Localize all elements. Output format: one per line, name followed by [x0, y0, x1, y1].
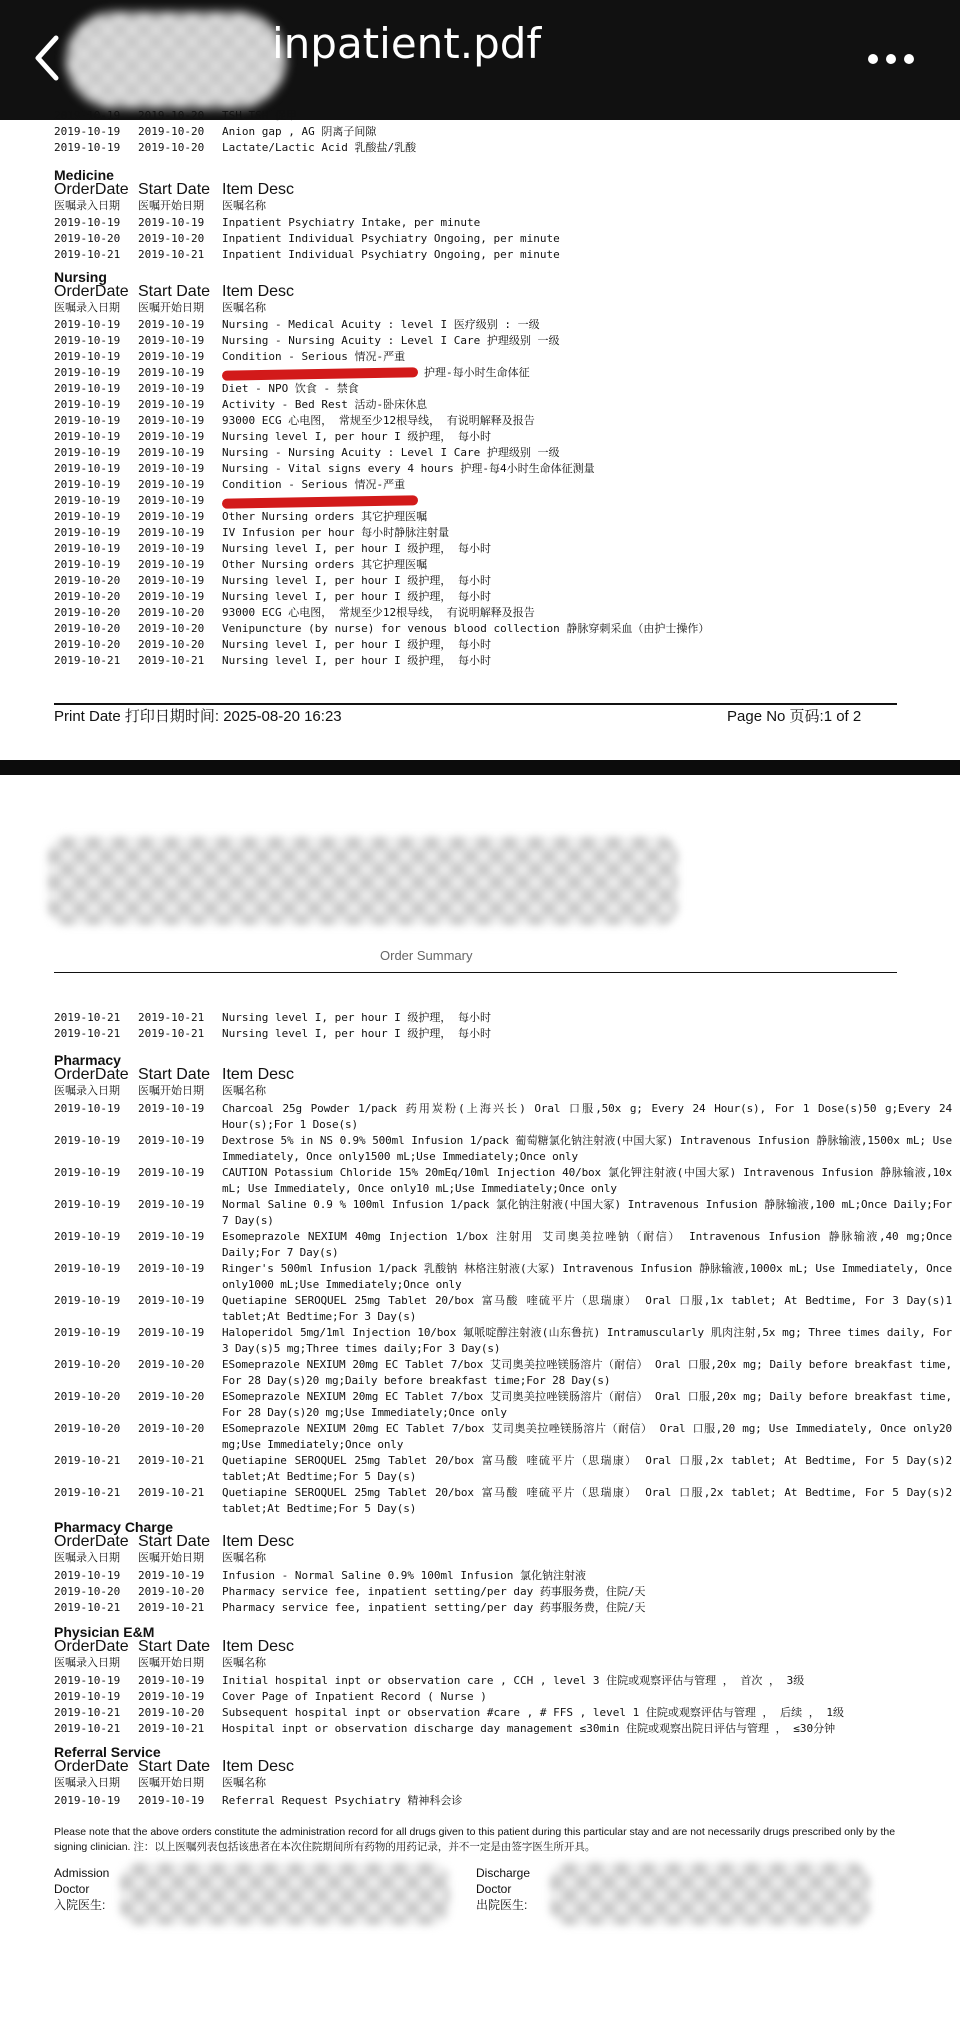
table-row — [54, 525, 906, 541]
header-start-date: Start Date — [138, 1533, 211, 1550]
start-date-cell: 2019-10-19 — [138, 1690, 205, 1703]
start-date-cell: 2019-10-19 — [138, 590, 205, 603]
column-headers — [54, 182, 906, 198]
start-date-cell: 2019-10-21 — [138, 1486, 205, 1499]
start-date-cell: 2019-10-21 — [138, 1011, 205, 1024]
table-row — [54, 445, 906, 461]
item-desc-cell: Esomeprazole NEXIUM 40mg Injection 1/box 注射用 艾司奥美拉唑钠（耐信） Intravenous Infusion 静脉输液,40 mg;Once Daily;For 7 Day(s) — [222, 1230, 952, 1259]
order-date-cell: 2019-10-20 — [54, 1358, 121, 1371]
start-date-cell: 2019-10-20 — [138, 1358, 205, 1371]
label-line: 入院医生: — [54, 1898, 106, 1912]
start-date-cell: 2019-10-19 — [138, 510, 205, 523]
order-date-cell: 2019-10-19 — [54, 1262, 121, 1275]
table-row — [54, 621, 906, 637]
order-date-cell: 2019-10-21 — [54, 1486, 121, 1499]
header-order-date: OrderDate — [54, 1066, 129, 1083]
item-desc-cell: Nursing level I, per hour I 级护理， 每小时 — [222, 1011, 492, 1024]
order-date-cell: 2019-10-19 — [54, 542, 121, 555]
order-date-cell: 2019-10-19 — [54, 526, 121, 539]
header-start-date-cn: 医嘱开始日期 — [138, 1084, 204, 1097]
table-row — [54, 1568, 906, 1584]
item-desc-cell: Haloperidol 5mg/1ml Injection 10/box 氟哌啶醇注射液(山东鲁抗) Intramuscularly 肌肉注射,5x mg; Three times daily, For 3 Day(s)5 mg;Three times daily;For 3 Day(s) — [222, 1326, 952, 1355]
header-start-date: Start Date — [138, 1638, 211, 1655]
start-date-cell: 2019-10-19 — [138, 462, 205, 475]
table-row — [54, 413, 906, 429]
order-date-cell: 2019-10-21 — [54, 1722, 121, 1735]
start-date-cell: 2019-10-19 — [138, 382, 205, 395]
table-row — [54, 1325, 952, 1357]
table-row — [54, 477, 906, 493]
item-desc-cell: Nursing - Vital signs every 4 hours 护理-每4小时生命体征测量 — [222, 462, 595, 475]
section-title: Medicine — [54, 167, 114, 183]
administration-note: Please note that the above orders constitute the administration record for all drugs given to this patient during this particular stay and are not necessarily drugs prescribed only by the signing clinician. 注：以上医嘱列表包括该患者在本次住院期间所有药物的用药记录，并不一定是由签字医生所开具。 — [54, 1826, 896, 1853]
item-desc-cell: Condition - Serious 情况-严重 — [222, 478, 406, 491]
start-date-cell: 2019-10-19 — [138, 494, 205, 507]
item-desc-cell: Other Nursing orders 其它护理医嘱 — [222, 558, 428, 571]
start-date-cell: 2019-10-19 — [138, 1198, 205, 1211]
item-desc-cell: ESomeprazole NEXIUM 20mg EC Tablet 7/box 艾司奥美拉唑镁肠溶片（耐信） Oral 口服,20 mg; Use Immediately, Once only20 mg;Use Immediately;Once only — [222, 1422, 952, 1451]
table-row — [54, 333, 906, 349]
order-date-cell: 2019-10-20 — [54, 1390, 121, 1403]
table-row — [54, 1389, 952, 1421]
order-date-cell: 2019-10-20 — [54, 1422, 121, 1435]
item-desc-cell: Nursing - Nursing Acuity : Level I Care 护理级别 一级 — [222, 334, 560, 347]
table-row — [54, 1197, 952, 1229]
redacted-discharge-doctor — [550, 1863, 870, 1925]
discharge-doctor-label — [476, 1865, 530, 1913]
order-date-cell: 2019-10-19 — [54, 1134, 121, 1147]
item-desc-cell: 93000 ECG 心电图， 常规至少12根导线， 有说明解释及报告 — [222, 414, 535, 427]
start-date-cell: 2019-10-19 — [138, 414, 205, 427]
table-row — [54, 1600, 906, 1616]
header-start-date: Start Date — [138, 181, 211, 198]
item-desc-cell: Lactate/Lactic Acid 乳酸盐/乳酸 — [222, 141, 417, 154]
start-date-cell: 2019-10-19 — [138, 558, 205, 571]
header-item-desc-cn: 医嘱名称 — [222, 1084, 266, 1097]
order-date-cell: 2019-10-19 — [54, 125, 121, 138]
order-date-cell: 2019-10-19 — [54, 1166, 121, 1179]
more-options-button[interactable] — [866, 45, 916, 75]
header-order-date-cn: 医嘱录入日期 — [54, 1084, 120, 1097]
item-desc-cell: Charcoal 25g Powder 1/pack 药用炭粉(上海兴长) Oral 口服,50x g; Every 24 Hour(s), For 1 Dose(s)50 g;Every 24 Hour(s);For 1 Dose(s) — [222, 1102, 952, 1131]
start-date-cell: 2019-10-20 — [138, 1706, 205, 1719]
item-desc-cell: Nursing level I, per hour I 级护理， 每小时 — [222, 430, 492, 443]
item-desc-cell: Referral Request Psychiatry 精神科会诊 — [222, 1794, 463, 1807]
order-date-cell: 2019-10-19 — [54, 1230, 121, 1243]
table-row — [54, 1721, 906, 1737]
item-desc-cell: Initial hospital inpt or observation care , CCH , level 3 住院或观察评估与管理 ， 首次 ， 3级 — [222, 1674, 805, 1687]
order-date-cell: 2019-10-19 — [54, 382, 121, 395]
header-start-date: Start Date — [138, 283, 211, 300]
item-desc-cell: Infusion - Normal Saline 0.9% 100ml Infusion 氯化钠注射液 — [222, 1569, 587, 1582]
start-date-cell: 2019-10-19 — [138, 430, 205, 443]
section-nursing — [54, 270, 906, 669]
item-desc-cell: Pharmacy service fee, inpatient setting/per day 药事服务费，住院/天 — [222, 1585, 646, 1598]
item-desc-cell: 93000 ECG 心电图， 常规至少12根导线， 有说明解释及报告 — [222, 606, 535, 619]
pdf-page-1 — [0, 109, 960, 760]
start-date-cell: 2019-10-19 — [138, 318, 205, 331]
table-row — [54, 247, 906, 263]
label-line: Doctor — [476, 1882, 512, 1896]
pharmacy-charge-rows — [54, 1568, 906, 1616]
order-date-cell: 2019-10-21 — [54, 1601, 121, 1614]
table-row — [54, 605, 906, 621]
header-order-date-cn: 医嘱录入日期 — [54, 1551, 120, 1564]
order-date-cell: 2019-10-20 — [54, 232, 121, 245]
order-date-cell: 2019-10-21 — [54, 1027, 121, 1040]
start-date-cell: 2019-10-19 — [138, 1674, 205, 1687]
item-desc-cell: Hospital inpt or observation discharge day management ≤30min 住院或观察出院日评估与管理 ， ≤30分钟 — [222, 1722, 836, 1735]
item-desc-cell: Nursing level I, per hour I 级护理， 每小时 — [222, 590, 492, 603]
start-date-cell: 2019-10-20 — [138, 638, 205, 651]
column-headers-cn — [54, 1083, 906, 1098]
order-date-cell: 2019-10-19 — [54, 334, 121, 347]
start-date-cell: 2019-10-20 — [138, 141, 205, 154]
start-date-cell: 2019-10-21 — [138, 1601, 205, 1614]
start-date-cell: 2019-10-20 — [138, 1585, 205, 1598]
start-date-cell: 2019-10-20 — [138, 125, 205, 138]
table-row — [54, 1453, 952, 1485]
header-order-date-cn: 医嘱录入日期 — [54, 199, 120, 212]
item-desc-cell: IV Infusion per hour 每小时静脉注射量 — [222, 526, 450, 539]
redacted-filename-prefix — [66, 12, 286, 108]
item-desc-cell: CAUTION Potassium Chloride 15% 20mEq/10ml Injection 40/box 氯化钾注射液(中国大冢) Intravenous Infusion 静脉输液,10x mL; Use Immediately, Once only10 mL;Use Immediately;Once only — [222, 1166, 952, 1195]
item-desc-cell: ESomeprazole NEXIUM 20mg EC Tablet 7/box 艾司奥美拉唑镁肠溶片（耐信） Oral 口服,20x mg; Daily before breakfast time, For 28 Day(s)20 mg;Use Immediately;Once only — [222, 1390, 952, 1419]
start-date-cell: 2019-10-19 — [138, 526, 205, 539]
start-date-cell: 2019-10-21 — [138, 654, 205, 667]
section-title: Referral Service — [54, 1744, 161, 1760]
order-date-cell: 2019-10-19 — [54, 1198, 121, 1211]
item-desc-cell: Dextrose 5% in NS 0.9% 500ml Infusion 1/pack 葡萄糖氯化钠注射液(中国大冢) Intravenous Infusion 静脉输液,1500x mL; Use Immediately, Once only1500 mL;Use Immediately;Once only — [222, 1134, 952, 1163]
redacted-admission-doctor — [120, 1863, 450, 1925]
order-date-cell: 2019-10-19 — [54, 1569, 121, 1582]
item-desc-cell: Cover Page of Inpatient Record ( Nurse ) — [222, 1690, 487, 1703]
table-row — [54, 349, 906, 365]
column-headers — [54, 1759, 906, 1775]
item-desc-cell: Diet - NPO 饮食 - 禁食 — [222, 382, 359, 395]
order-date-cell: 2019-10-19 — [54, 462, 121, 475]
item-desc-cell: Quetiapine SEROQUEL 25mg Tablet 20/box 富马酸 喹硫平片（思瑞康） Oral 口服,1x tablet; At Bedtime, For 3 Day(s)1 tablet;At Bedtime;For 3 Day(s) — [222, 1294, 952, 1323]
summary-header-fragment: Order Summary — [380, 948, 473, 963]
physician-rows — [54, 1673, 906, 1737]
header-start-date: Start Date — [138, 1758, 211, 1775]
item-desc-cell: Nursing - Nursing Acuity : Level I Care 护理级别 一级 — [222, 446, 560, 459]
label-line: Admission — [54, 1866, 110, 1880]
header-item-desc: Item Desc — [222, 283, 295, 300]
section-title: Pharmacy Charge — [54, 1519, 174, 1535]
more-horizontal-icon — [904, 54, 914, 64]
start-date-cell: 2019-10-19 — [138, 350, 205, 363]
start-date-cell: 2019-10-19 — [138, 1102, 205, 1115]
header-rule — [54, 972, 897, 973]
header-start-date-cn: 医嘱开始日期 — [138, 1656, 204, 1669]
table-row — [54, 1357, 952, 1389]
order-date-cell: 2019-10-19 — [54, 494, 121, 507]
table-row — [54, 397, 906, 413]
header-item-desc: Item Desc — [222, 1758, 295, 1775]
table-row — [54, 124, 906, 140]
table-row — [54, 1261, 952, 1293]
header-item-desc-cn: 医嘱名称 — [222, 301, 266, 314]
column-headers-cn — [54, 198, 906, 213]
header-order-date-cn: 医嘱录入日期 — [54, 301, 120, 314]
table-row — [54, 1229, 952, 1261]
start-date-cell: 2019-10-19 — [138, 1134, 205, 1147]
section-title: Pharmacy — [54, 1052, 121, 1068]
header-order-date: OrderDate — [54, 283, 129, 300]
start-date-cell: 2019-10-21 — [138, 1027, 205, 1040]
item-desc-cell: Nursing level I, per hour I 级护理， 每小时 — [222, 654, 492, 667]
pharmacy-rows — [54, 1101, 952, 1517]
order-date-cell: 2019-10-19 — [54, 350, 121, 363]
header-start-date-cn: 医嘱开始日期 — [138, 199, 204, 212]
header-start-date: Start Date — [138, 1066, 211, 1083]
header-start-date-cn: 医嘱开始日期 — [138, 1776, 204, 1789]
header-order-date: OrderDate — [54, 1638, 129, 1655]
order-date-cell: 2019-10-21 — [54, 1706, 121, 1719]
start-date-cell: 2019-10-19 — [138, 1262, 205, 1275]
pdf-page-2 — [0, 775, 960, 2031]
table-row — [54, 1705, 906, 1721]
item-desc-cell: Inpatient Individual Psychiatry Ongoing, per minute — [222, 248, 560, 261]
table-row — [54, 1010, 906, 1026]
section-title: Nursing — [54, 269, 107, 285]
header-item-desc: Item Desc — [222, 1638, 295, 1655]
lab-rows — [54, 124, 906, 156]
item-desc-cell: Nursing level I, per hour I 级护理， 每小时 — [222, 542, 492, 555]
order-date-cell: 2019-10-20 — [54, 590, 121, 603]
start-date-cell: 2019-10-21 — [138, 1722, 205, 1735]
header-order-date: OrderDate — [54, 181, 129, 198]
table-row — [54, 1485, 952, 1517]
order-date-cell: 2019-10-19 — [54, 216, 121, 229]
item-desc-cell: Inpatient Individual Psychiatry Ongoing, per minute — [222, 232, 560, 245]
order-date-cell: 2019-10-20 — [54, 1585, 121, 1598]
item-desc-cell: Venipuncture (by nurse) for venous blood collection 静脉穿刺采血（由护士操作） — [222, 622, 710, 635]
header-item-desc-cn: 医嘱名称 — [222, 1551, 266, 1564]
start-date-cell: 2019-10-20 — [138, 232, 205, 245]
header-order-date: OrderDate — [54, 1533, 129, 1550]
item-desc-cell: Quetiapine SEROQUEL 25mg Tablet 20/box 富马酸 喹硫平片（思瑞康） Oral 口服,2x tablet; At Bedtime, For 5 Day(s)2 tablet;At Bedtime;For 5 Day(s) — [222, 1454, 952, 1483]
start-date-cell: 2019-10-21 — [138, 248, 205, 261]
table-row — [54, 1584, 906, 1600]
more-horizontal-icon — [886, 54, 896, 64]
item-desc-cell: Anion gap , AG 阴离子间隙 — [222, 125, 377, 138]
start-date-cell: 2019-10-19 — [138, 574, 205, 587]
order-date-cell: 2019-10-19 — [54, 414, 121, 427]
order-date-cell: 2019-10-19 — [54, 398, 121, 411]
more-horizontal-icon — [868, 54, 878, 64]
section-title: Physician E&M — [54, 1624, 155, 1640]
admission-doctor-label — [54, 1865, 109, 1913]
item-desc-cell: Other Nursing orders 其它护理医嘱 — [222, 510, 428, 523]
item-desc-cell: Nursing - Medical Acuity : level I 医疗级别 : 一级 — [222, 318, 540, 331]
section-medicine — [54, 168, 906, 263]
order-date-cell: 2019-10-19 — [54, 478, 121, 491]
item-desc-cell: Nursing level I, per hour I 级护理， 每小时 — [222, 638, 492, 651]
start-date-cell: 2019-10-19 — [138, 542, 205, 555]
item-desc-cell: Quetiapine SEROQUEL 25mg Tablet 20/box 富马酸 喹硫平片（思瑞康） Oral 口服,2x tablet; At Bedtime, For 5 Day(s)2 tablet;At Bedtime;For 5 Day(s) — [222, 1486, 952, 1515]
item-desc-cell: ESomeprazole NEXIUM 20mg EC Tablet 7/box 艾司奥美拉唑镁肠溶片（耐信） Oral 口服,20x mg; Daily before breakfast time, For 28 Day(s)20 mg;Daily before breakfast time;For 28 Day(s) — [222, 1358, 952, 1387]
column-headers — [54, 1067, 906, 1083]
start-date-cell: 2019-10-19 — [138, 398, 205, 411]
order-date-cell: 2019-10-19 — [54, 1102, 121, 1115]
column-headers-cn — [54, 1550, 906, 1565]
table-row — [54, 429, 906, 445]
order-date-cell: 2019-10-19 — [54, 430, 121, 443]
column-headers — [54, 1534, 906, 1550]
label-line: Doctor — [54, 1882, 90, 1896]
item-desc-cell: Inpatient Psychiatry Intake, per minute — [222, 216, 481, 229]
section-physician — [54, 1625, 906, 1737]
start-date-cell: 2019-10-19 — [138, 1166, 205, 1179]
order-date-cell: 2019-10-19 — [54, 141, 121, 154]
column-headers-cn — [54, 1775, 906, 1790]
table-row — [54, 509, 906, 525]
item-desc-cell: Pharmacy service fee, inpatient setting/per day 药事服务费，住院/天 — [222, 1601, 646, 1614]
nursing-rows — [54, 317, 906, 669]
file-title: inpatient.pdf — [272, 19, 542, 68]
header-item-desc-cn: 医嘱名称 — [222, 1776, 266, 1789]
start-date-cell: 2019-10-20 — [138, 606, 205, 619]
table-row — [54, 381, 906, 397]
order-date-cell: 2019-10-19 — [54, 1326, 121, 1339]
table-row — [54, 365, 906, 381]
table-row — [54, 1101, 952, 1133]
order-date-cell: 2019-10-20 — [54, 606, 121, 619]
header-start-date-cn: 医嘱开始日期 — [138, 1551, 204, 1564]
header-order-date-cn: 医嘱录入日期 — [54, 1776, 120, 1789]
label-line: Discharge — [476, 1866, 531, 1880]
medicine-rows — [54, 215, 906, 263]
item-desc-cell: Activity - Bed Rest 活动-卧床休息 — [222, 398, 428, 411]
header-item-desc: Item Desc — [222, 1533, 295, 1550]
referral-rows — [54, 1793, 906, 1809]
start-date-cell: 2019-10-19 — [138, 366, 205, 379]
start-date-cell: 2019-10-19 — [138, 334, 205, 347]
header-item-desc-cn: 医嘱名称 — [222, 1656, 266, 1669]
order-date-cell: 2019-10-20 — [54, 638, 121, 651]
table-row — [54, 493, 906, 509]
start-date-cell: 2019-10-19 — [138, 1294, 205, 1307]
start-date-cell: 2019-10-19 — [138, 478, 205, 491]
order-date-cell: 2019-10-19 — [54, 1794, 121, 1807]
table-row — [54, 215, 906, 231]
table-row — [54, 140, 906, 156]
table-row — [54, 1026, 906, 1042]
item-desc-cell: Condition - Serious 情况-严重 — [222, 350, 406, 363]
start-date-cell: 2019-10-20 — [138, 1390, 205, 1403]
item-desc-cell: Nursing level I, per hour I 级护理， 每小时 — [222, 1027, 492, 1040]
footer-rule — [54, 703, 897, 705]
table-row — [54, 1165, 952, 1197]
table-row — [54, 1133, 952, 1165]
lab-rows — [54, 108, 906, 124]
print-date: Print Date 打印日期时间: 2025-08-20 16:23 — [54, 708, 342, 725]
table-row — [54, 1689, 906, 1705]
header-start-date-cn: 医嘱开始日期 — [138, 301, 204, 314]
order-date-cell: 2019-10-21 — [54, 1454, 121, 1467]
item-desc-cell: Ringer's 500ml Infusion 1/pack 乳酸钠 林格注射液(大冢) Intravenous Infusion 静脉输液,1000x mL; Use Immediately, Once only1000 mL;Use Immediately;Once only — [222, 1262, 952, 1291]
order-date-cell: 2019-10-19 — [54, 446, 121, 459]
start-date-cell: 2019-10-19 — [138, 1794, 205, 1807]
order-date-cell: 2019-10-21 — [54, 654, 121, 667]
start-date-cell: 2019-10-19 — [138, 446, 205, 459]
section-referral — [54, 1745, 906, 1809]
header-item-desc-cn: 医嘱名称 — [222, 199, 266, 212]
start-date-cell: 2019-10-21 — [138, 1454, 205, 1467]
section-pharmacy-charge — [54, 1520, 906, 1616]
order-date-cell: 2019-10-20 — [54, 622, 121, 635]
item-desc-cell: Subsequent hospital inpt or observation #care , # FFS , level 1 住院或观察评估与管理 ， 后续 ， 1级 — [222, 1706, 844, 1719]
table-row — [54, 1421, 952, 1453]
header-order-date-cn: 医嘱录入日期 — [54, 1656, 120, 1669]
redacted-hospital-header — [48, 837, 678, 925]
item-desc-cell: 护理-每小时生命体征 — [424, 366, 530, 379]
column-headers — [54, 284, 906, 300]
table-row — [54, 541, 906, 557]
table-row — [54, 231, 906, 247]
order-date-cell: 2019-10-19 — [54, 366, 121, 379]
table-row — [54, 653, 906, 669]
item-desc-cell: Nursing level I, per hour I 级护理， 每小时 — [222, 574, 492, 587]
start-date-cell: 2019-10-20 — [138, 1422, 205, 1435]
item-desc-cell: Normal Saline 0.9 % 100ml Infusion 1/pack 氯化钠注射液(中国大冢) Intravenous Infusion 静脉输液,100 mL;Once Daily;For 7 Day(s) — [222, 1198, 952, 1227]
table-row — [54, 461, 906, 477]
order-date-cell: 2019-10-20 — [54, 574, 121, 587]
order-date-cell: 2019-10-19 — [54, 1674, 121, 1687]
header-item-desc: Item Desc — [222, 181, 295, 198]
table-row: 2019-10-19 2019-10-20 TSH TSH 促甲 — [54, 109, 297, 122]
page-number: Page No 页码:1 of 2 — [727, 708, 862, 725]
column-headers-cn — [54, 1655, 906, 1670]
section-pharmacy — [54, 1052, 952, 1517]
label-line: 出院医生: — [476, 1898, 528, 1912]
start-date-cell: 2019-10-20 — [138, 622, 205, 635]
column-headers-cn — [54, 300, 906, 315]
table-row — [54, 1673, 906, 1689]
order-date-cell: 2019-10-19 — [54, 510, 121, 523]
table-row — [54, 589, 906, 605]
order-date-cell: 2019-10-19 — [54, 1690, 121, 1703]
table-row — [54, 637, 906, 653]
header-item-desc: Item Desc — [222, 1066, 295, 1083]
table-row — [54, 1793, 906, 1809]
table-row — [54, 1293, 952, 1325]
viewer-top-bar — [0, 0, 960, 120]
page-separator — [0, 760, 960, 775]
start-date-cell: 2019-10-19 — [138, 1326, 205, 1339]
start-date-cell: 2019-10-19 — [138, 1569, 205, 1582]
order-date-cell: 2019-10-21 — [54, 1011, 121, 1024]
start-date-cell: 2019-10-19 — [138, 1230, 205, 1243]
nursing-rows — [54, 1010, 906, 1042]
order-date-cell: 2019-10-19 — [54, 318, 121, 331]
order-date-cell: 2019-10-21 — [54, 248, 121, 261]
start-date-cell: 2019-10-19 — [138, 216, 205, 229]
order-date-cell: 2019-10-19 — [54, 558, 121, 571]
order-date-cell: 2019-10-19 — [54, 1294, 121, 1307]
table-row — [54, 573, 906, 589]
column-headers — [54, 1639, 906, 1655]
table-row — [54, 557, 906, 573]
table-row — [54, 317, 906, 333]
header-order-date: OrderDate — [54, 1758, 129, 1775]
